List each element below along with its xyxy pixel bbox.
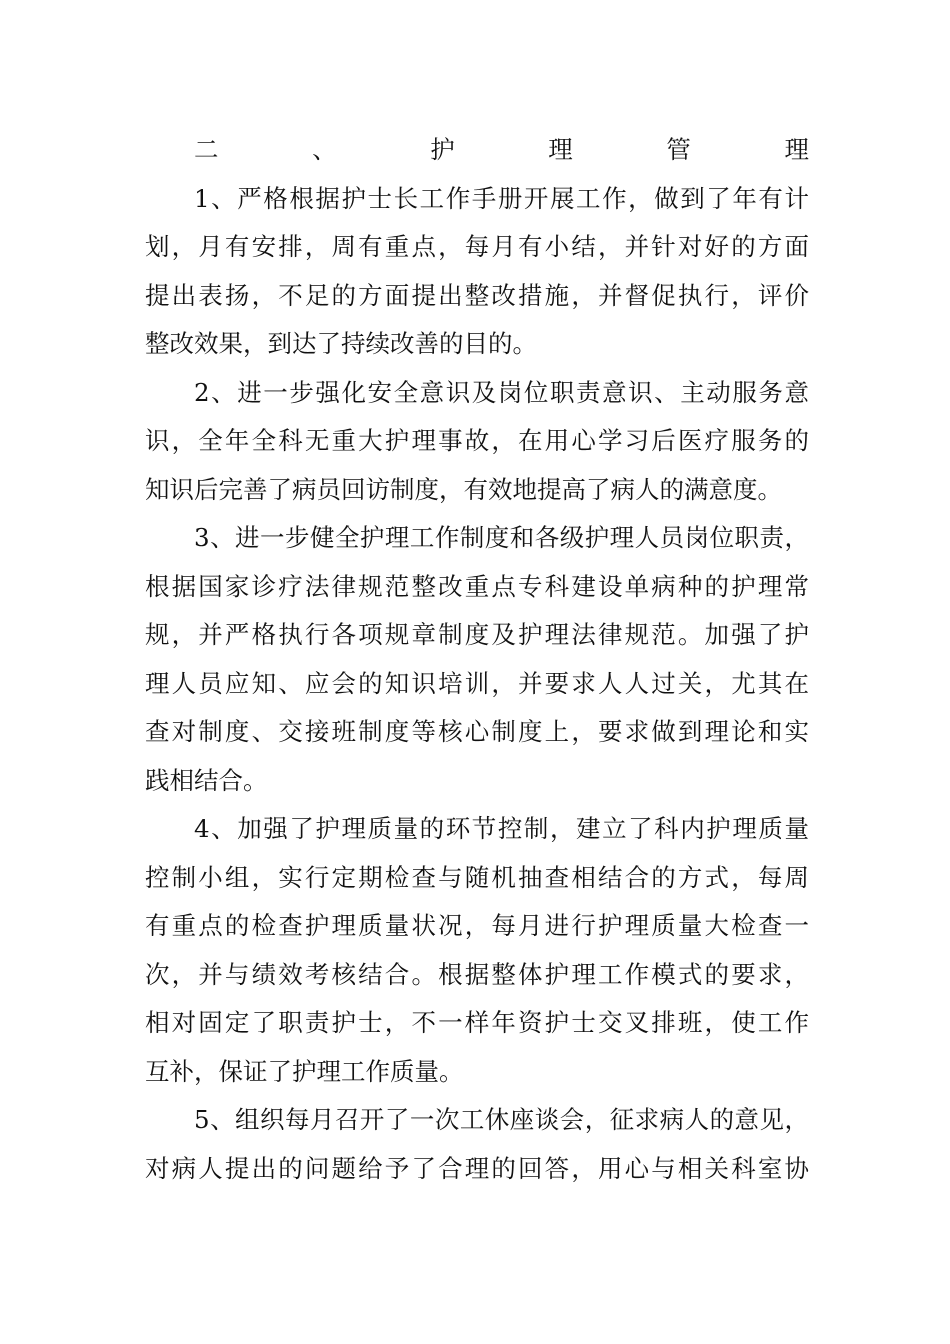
paragraph-3 bbox=[145, 514, 809, 805]
text-line: 2、进一步强化安全意识及岗位职责意识、主动服务意 bbox=[194, 377, 809, 407]
paragraph-2 bbox=[145, 369, 809, 515]
text-line: 1、严格根据护士长工作手册开展工作，做到了年有计 bbox=[194, 183, 809, 213]
text-line: 践相结合。 bbox=[145, 765, 268, 795]
text-line: 规，并严格执行各项规章制度及护理法律规范。加强了护 bbox=[145, 620, 809, 649]
paragraph-5 bbox=[145, 1096, 809, 1193]
paragraph-4 bbox=[145, 805, 809, 1096]
text-line: 划，月有安排，周有重点，每月有小结，并针对好的方面 bbox=[145, 232, 809, 261]
text-line: 5、组织每月召开了一次工休座谈会，征求病人的意见， bbox=[194, 1105, 809, 1134]
text-line: 识，全年全科无重大护理事故，在用心学习后医疗服务的 bbox=[145, 426, 809, 455]
text-line: 有重点的检查护理质量状况，每月进行护理质量大检查一 bbox=[145, 911, 809, 940]
text-line: 整改效果，到达了持续改善的目的。 bbox=[145, 329, 537, 358]
text-line: 3、进一步健全护理工作制度和各级护理人员岗位职责， bbox=[194, 523, 809, 552]
text-line: 根据国家诊疗法律规范整改重点专科建设单病种的护理常 bbox=[145, 571, 809, 601]
text-line: 提出表扬，不足的方面提出整改措施，并督促执行，评价 bbox=[145, 280, 809, 310]
text-line: 知识后完善了病员回访制度，有效地提高了病人的满意度。 bbox=[145, 474, 782, 504]
text-line: 理人员应知、应会的知识培训，并要求人人过关，尤其在 bbox=[145, 668, 809, 698]
text-line: 4、加强了护理质量的环节控制，建立了科内护理质量 bbox=[194, 814, 809, 843]
paragraph-1 bbox=[145, 175, 809, 369]
document-body bbox=[145, 126, 809, 1193]
section-heading: 二、护理管理 bbox=[194, 135, 809, 164]
text-line: 互补，保证了护理工作质量。 bbox=[145, 1056, 464, 1086]
text-line: 次，并与绩效考核结合。根据整体护理工作模式的要求， bbox=[145, 959, 809, 989]
text-line: 控制小组，实行定期检查与随机抽查相结合的方式，每周 bbox=[145, 862, 809, 892]
text-line: 相对固定了职责护士，不一样年资护士交叉排班，使工作 bbox=[145, 1008, 809, 1037]
text-line: 查对制度、交接班制度等核心制度上，要求做到理论和实 bbox=[145, 717, 809, 746]
text-line: 对病人提出的问题给予了合理的回答，用心与相关科室协 bbox=[145, 1153, 809, 1183]
